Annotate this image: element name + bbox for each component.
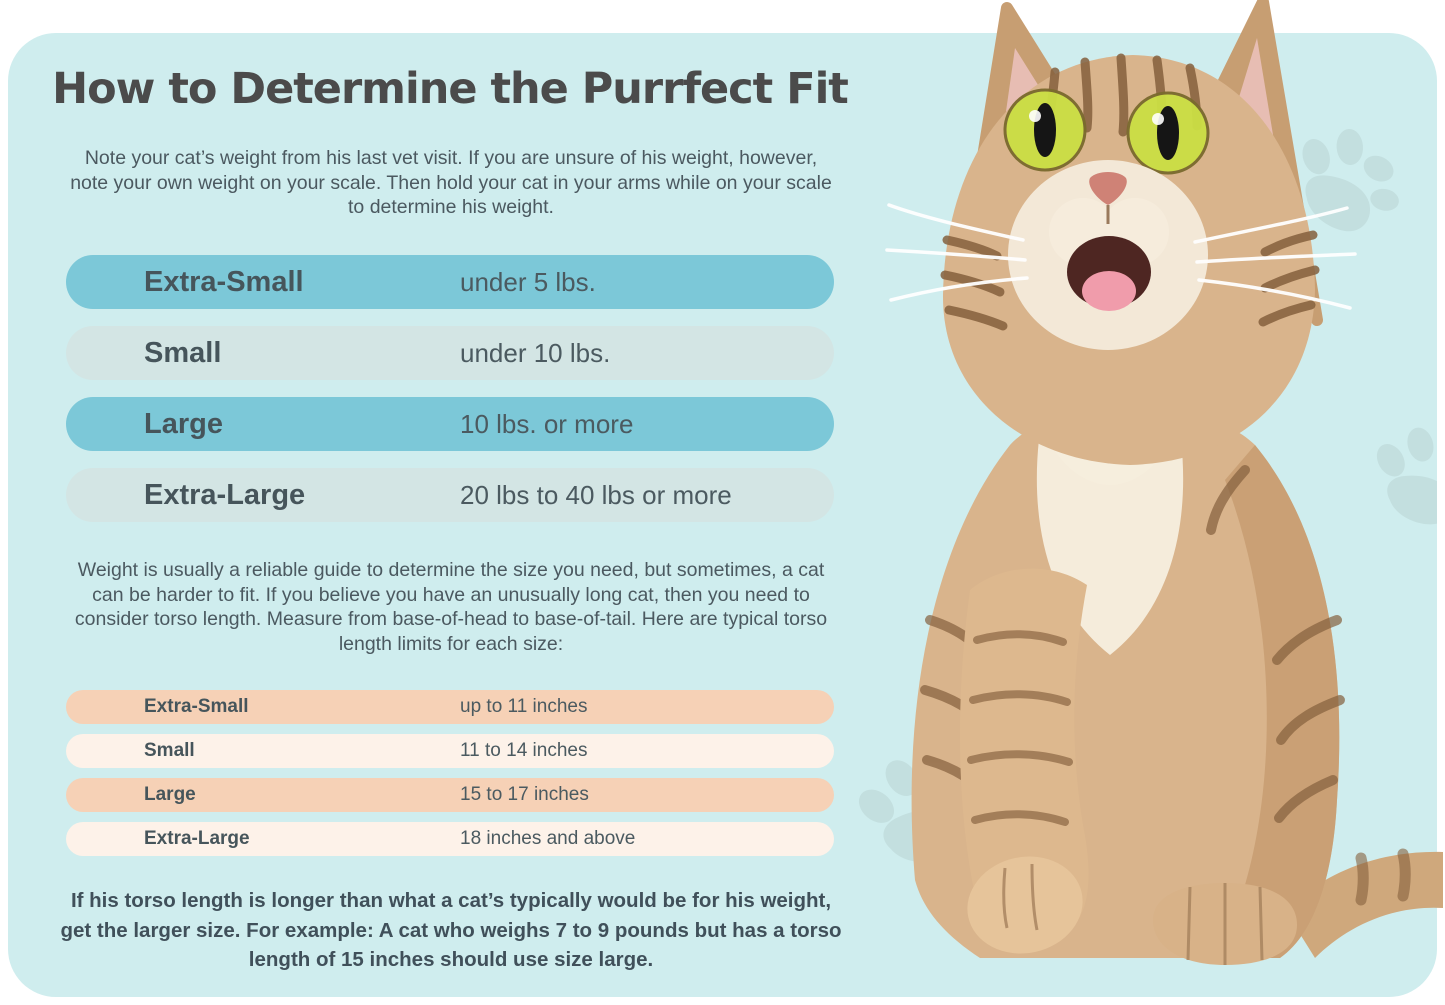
size-label: Small — [144, 336, 222, 369]
size-value: 20 lbs to 40 lbs or more — [460, 479, 732, 510]
size-value: under 5 lbs. — [460, 266, 596, 297]
size-value: 18 inches and above — [460, 828, 636, 849]
table-row — [66, 822, 834, 856]
weight-size-table — [66, 255, 834, 539]
size-label: Extra-Large — [144, 828, 250, 849]
size-label: Small — [144, 740, 195, 761]
paw-print-icon — [1368, 417, 1437, 534]
intro-paragraph: Note your cat’s weight from his last vet visit. If you are unsure of his weight, however, note your own weight on your scale. Then hold your cat in your arms while on your scale to determine his weight. — [70, 147, 832, 218]
table-row — [66, 326, 834, 380]
table-row — [66, 397, 834, 451]
table-row — [66, 468, 834, 522]
footer-note: If his torso length is longer than what a cat’s typically would be for his weight, get the larger size. For example: A cat who weighs 7 to 9 pounds but has a torso length of 15 inches should use size large. — [60, 889, 842, 971]
table-row — [66, 690, 834, 724]
torso-length-table — [66, 690, 834, 866]
size-label: Large — [144, 407, 223, 440]
paw-print-icon — [1298, 128, 1401, 231]
size-value: up to 11 inches — [460, 696, 588, 717]
table-row — [66, 734, 834, 768]
torso-paragraph: Weight is usually a reliable guide to determine the size you need, but sometimes, a cat can be harder to fit. If you believe you have an unusually long cat, then you need to consider torso length. Measure from base-of-head to base-of-tail. Here are typical torso length limits for each size: — [74, 559, 828, 655]
table-row — [66, 778, 834, 812]
table-row — [66, 255, 834, 309]
size-value: 15 to 17 inches — [460, 784, 589, 805]
size-label: Extra-Small — [144, 265, 304, 298]
size-value: 10 lbs. or more — [460, 408, 634, 439]
size-label: Extra-Small — [144, 696, 249, 717]
size-value: under 10 lbs. — [460, 337, 611, 368]
size-label: Extra-Large — [144, 478, 306, 511]
page-title: How to Determine the Purrfect Fit — [52, 64, 848, 114]
size-value: 11 to 14 inches — [460, 740, 588, 761]
size-label: Large — [144, 784, 196, 805]
